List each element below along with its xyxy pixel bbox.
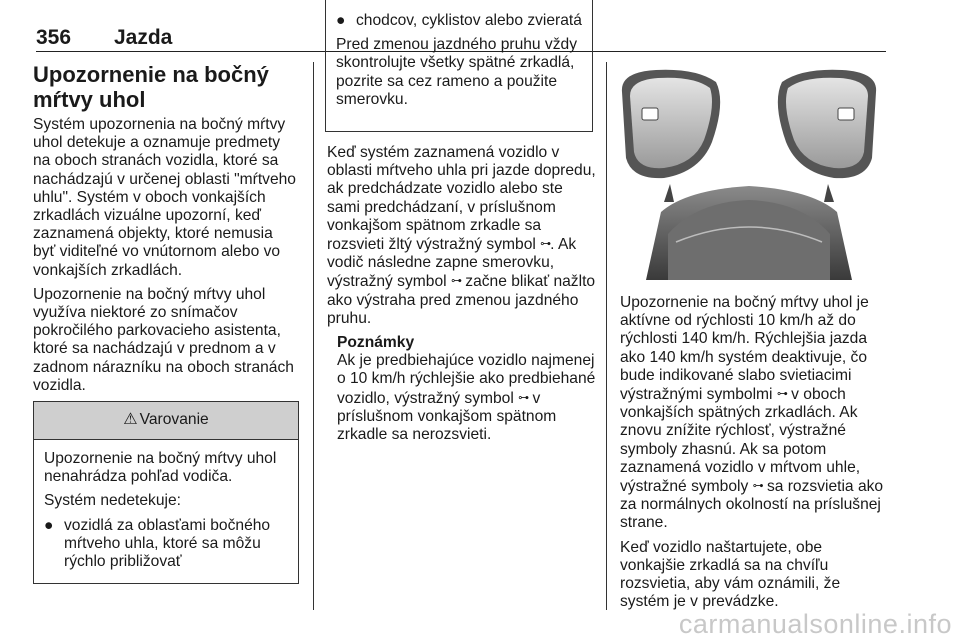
warning-header xyxy=(34,402,298,440)
startup-paragraph: Keď vozidlo naštartujete, obe vonkajšie zrkadlá sa na chvíľu rozsvietia, aby vám oznámili, že systém je v prevádzke. xyxy=(620,538,841,611)
warning-text-2: Systém nedetekuje: xyxy=(44,492,181,510)
warning-body xyxy=(34,440,298,583)
bullet-icon: ● xyxy=(44,516,54,534)
warning-text-1: Upozornenie na bočný mŕtvy uhol nenahrádza pohľad vodiča. xyxy=(44,450,277,486)
detection-text-a: Keď systém zaznamená vozidlo v oblasti mŕtveho uhla pri jazde dopredu, ak predchádzate vozidlo alebo ste sami predchádzaní, v príslušnom vonkajšom spätnom zrkadle sa rozsvieti žltý výstražný symbol xyxy=(327,144,596,254)
note-text-a: Ak je predbiehajúce vozidlo najmenej o 10 km/h rýchlejšie ako predbiehané vozidlo, výstražný symbol xyxy=(337,352,596,407)
note-text-b: v príslušnom vonkajšom spätnom zrkadle sa nerozsvieti. xyxy=(337,389,557,444)
warning-text-3: Pred zmenou jazdného pruhu vždy skontrolujte všetky spätné zrkadlá, pozrite sa cez rameno a použite smerovku. xyxy=(336,36,577,108)
column-2 xyxy=(327,12,597,450)
note-block xyxy=(327,334,597,444)
list-item xyxy=(44,517,288,572)
warning-box-continued xyxy=(325,0,593,132)
note-text xyxy=(337,352,597,444)
section-title: Upozornenie na bočný mŕtvy uhol xyxy=(33,62,269,112)
warning-triangle-icon: ⚠ xyxy=(123,411,138,429)
page-number: 356 xyxy=(36,26,72,49)
list-item xyxy=(336,12,582,30)
bullet-text: chodcov, cyklistov alebo zvieratá xyxy=(356,12,582,29)
left-mirror-arm xyxy=(664,184,674,202)
warning-label: Varovanie xyxy=(139,411,209,429)
sensor-paragraph: Upozornenie na bočný mŕtvy uhol využíva niektoré zo snímačov pokročilého parkovacieho asistenta, ktoré sa nachádzajú v prednom a v zadnom nárazníku na oboch stranách vozidla. xyxy=(33,285,294,394)
watermark: carmanualsonline.info xyxy=(678,609,952,639)
column-3 xyxy=(620,62,886,617)
detection-text-c: začne blikať nažlto ako výstraha pred zmenou jazdného pruhu. xyxy=(327,273,596,327)
mirrors-illustration xyxy=(616,62,882,280)
speed-range-paragraph xyxy=(620,294,886,533)
bullet-text: vozidlá za oblasťami bočného mŕtveho uhla, ktoré sa môžu rýchlo približovať xyxy=(64,516,271,571)
blind-spot-symbol-icon: ⊶ xyxy=(776,388,787,401)
detection-paragraph xyxy=(327,144,597,328)
column-1 xyxy=(33,62,299,584)
blind-spot-symbol-icon: ⊶ xyxy=(450,275,461,288)
column-divider-2 xyxy=(606,62,607,610)
right-warning-symbol-icon xyxy=(838,108,854,120)
blind-spot-symbol-icon: ⊶ xyxy=(752,480,763,493)
right-mirror-arm xyxy=(824,184,834,202)
left-warning-symbol-icon xyxy=(642,108,658,120)
speed-text-a: Upozornenie na bočný mŕtvy uhol je aktívne od rýchlosti 10 km/h až do rýchlosti 140 km/h. Rýchlejšia jazda ako 140 km/h systém deaktivuje, čo bude indikované slabo svietiacimi výstražnými symbolmi xyxy=(620,294,869,404)
note-title: Poznámky xyxy=(337,334,415,352)
bullet-icon: ● xyxy=(336,12,346,29)
running-title: Jazda xyxy=(114,26,173,49)
speed-text-c: sa rozsvietia ako za normálnych okolností na príslušnej strane. xyxy=(620,478,884,532)
mirrors-illustration-svg xyxy=(616,62,882,280)
intro-paragraph: Systém upozornenia na bočný mŕtvy uhol detekuje a oznamuje predmety na oboch stranách vozidla, ktoré sa nachádzajú v určenej oblasti "mŕtveho uhlu". Systém v oboch vonkajších zrkadlách vizuálne upozorní, keď zaznamená objekty, ktoré nemusia byť viditeľné vo vnútornom alebo vo vonkajších zrkadlách. xyxy=(33,116,296,279)
column-divider-1 xyxy=(313,62,314,610)
detection-text-b: . Ak vodič následne zapne smerovku, výstražný symbol xyxy=(327,236,577,291)
blind-spot-symbol-icon: ⊶ xyxy=(518,391,529,404)
blind-spot-symbol-icon: ⊶ xyxy=(540,238,551,251)
speed-text-b: v oboch vonkajších spätných zrkadlách. Ak znovu znížite rýchlosť, výstražné symboly zhasnú. Ak sa potom zaznamená vozidlo v mŕtvom uhle, výstražné symboly xyxy=(620,386,861,496)
warning-box xyxy=(33,401,299,584)
